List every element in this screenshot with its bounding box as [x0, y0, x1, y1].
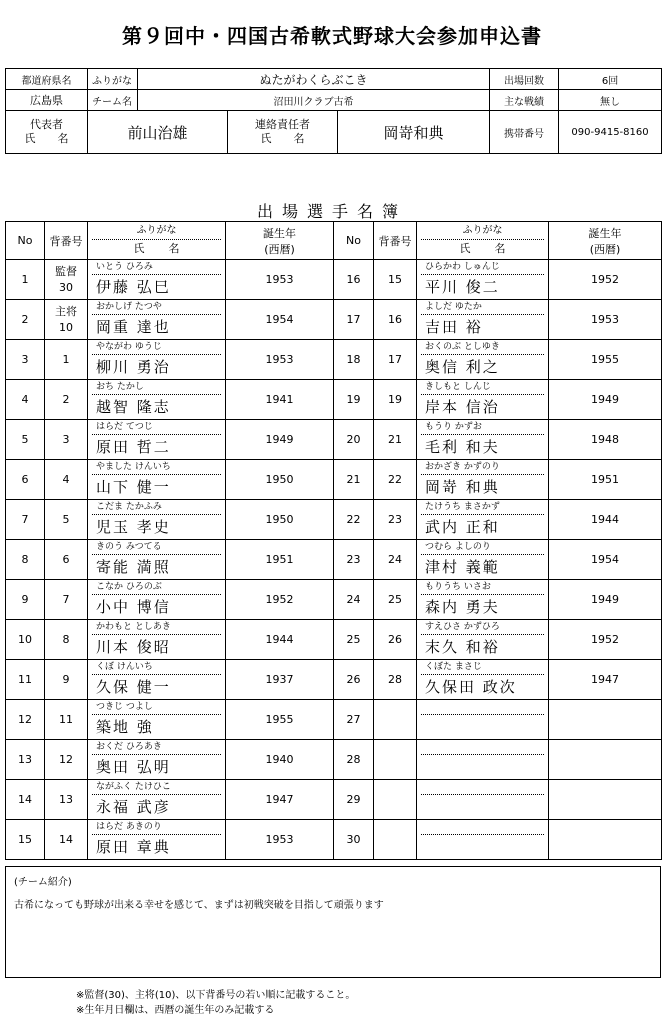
notes	[76, 988, 355, 1018]
player-no: 13	[6, 740, 45, 780]
player-uniform-number: 30	[59, 280, 73, 294]
player-name: 久保 健一	[96, 677, 171, 696]
col-name-label: 氏名	[459, 242, 530, 255]
player-name-cell	[417, 340, 549, 380]
player-name: 柳川 勇治	[96, 357, 171, 376]
record-label: 主な戦績	[490, 90, 559, 111]
player-birth-year	[549, 780, 662, 820]
player-name-cell	[88, 260, 226, 300]
player-name	[421, 755, 544, 779]
player-no: 28	[334, 740, 374, 780]
player-uniform-number: 13	[59, 792, 73, 806]
player-birth-year: 1952	[549, 620, 662, 660]
player-kana: つむら よしのり	[421, 541, 544, 555]
player-name-cell	[88, 380, 226, 420]
player-uniform: 15	[374, 260, 417, 300]
player-uniform	[45, 540, 88, 580]
player-no: 17	[334, 300, 374, 340]
player-name-cell	[417, 540, 549, 580]
player-name: 岸本 信治	[425, 397, 500, 416]
col-no: No	[334, 222, 374, 260]
player-uniform	[374, 780, 417, 820]
player-name: 末久 和裕	[425, 637, 500, 656]
player-no: 27	[334, 700, 374, 740]
player-name-cell	[88, 820, 226, 860]
player-kana: きしもと しんじ	[421, 381, 544, 395]
player-uniform-number: 6	[62, 552, 70, 566]
player-birth-year	[549, 700, 662, 740]
player-uniform-number: 1	[62, 352, 70, 366]
player-no: 26	[334, 660, 374, 700]
table-row	[6, 580, 662, 620]
player-name: 岡嵜 和典	[425, 477, 500, 496]
player-no: 15	[6, 820, 45, 860]
representative-name: 前山治雄	[88, 111, 228, 154]
phone-value: 090-9415-8160	[559, 111, 662, 154]
player-name: 小中 博信	[96, 597, 171, 616]
player-uniform-number: 7	[62, 592, 70, 606]
player-kana: よしだ ゆたか	[421, 301, 544, 315]
player-uniform: 21	[374, 420, 417, 460]
contact-label-top: 連絡責任者	[255, 118, 310, 131]
player-kana	[421, 741, 544, 755]
player-no: 4	[6, 380, 45, 420]
contact-label-bottom: 氏 名	[260, 132, 305, 145]
player-no: 12	[6, 700, 45, 740]
player-uniform	[45, 460, 88, 500]
player-name: 伊藤 弘巳	[96, 277, 171, 296]
player-no: 9	[6, 580, 45, 620]
player-kana: やました けんいち	[92, 461, 221, 475]
table-row	[6, 740, 662, 780]
player-kana: もりうち いさお	[421, 581, 544, 595]
player-birth-year: 1944	[226, 620, 334, 660]
player-uniform-number: 12	[59, 752, 73, 766]
contact-label	[228, 111, 338, 154]
table-row	[6, 540, 662, 580]
player-name-cell	[417, 700, 549, 740]
representative-label	[6, 111, 88, 154]
col-name	[417, 222, 549, 260]
representative-label-top: 代表者	[30, 118, 63, 131]
col-uniform: 背番号	[374, 222, 417, 260]
player-name: 毛利 和夫	[425, 437, 500, 456]
table-row	[6, 620, 662, 660]
col-name-label: 氏名	[133, 242, 204, 255]
record-value: 無し	[559, 90, 662, 111]
player-birth-year: 1948	[549, 420, 662, 460]
player-name: 寄能 満照	[96, 557, 171, 576]
player-name-cell	[88, 460, 226, 500]
table-row	[6, 660, 662, 700]
col-birth	[549, 222, 662, 260]
player-uniform	[45, 620, 88, 660]
player-no: 6	[6, 460, 45, 500]
player-birth-year: 1940	[226, 740, 334, 780]
player-no: 30	[334, 820, 374, 860]
player-name-cell	[417, 260, 549, 300]
player-birth-year: 1953	[226, 820, 334, 860]
player-birth-year: 1953	[226, 340, 334, 380]
player-name-cell	[417, 580, 549, 620]
player-name-cell	[88, 780, 226, 820]
player-name: 築地 強	[96, 717, 154, 736]
table-row	[6, 340, 662, 380]
player-name: 永福 武彦	[96, 797, 171, 816]
player-name: 岡重 達也	[96, 317, 171, 336]
player-no: 25	[334, 620, 374, 660]
player-birth-year: 1950	[226, 500, 334, 540]
player-kana: たけうち まさかず	[421, 501, 544, 515]
player-birth-year	[549, 740, 662, 780]
player-name: 原田 章典	[96, 837, 171, 856]
player-uniform-number: 3	[62, 432, 70, 446]
col-birth-era: (西暦)	[589, 242, 621, 256]
player-kana: すえひさ かずひろ	[421, 621, 544, 635]
col-uniform: 背番号	[45, 222, 88, 260]
player-name: 平川 俊二	[425, 277, 500, 296]
player-name: 越智 隆志	[96, 397, 171, 416]
pref-value: 広島県	[6, 90, 88, 111]
player-birth-year: 1941	[226, 380, 334, 420]
player-uniform	[45, 820, 88, 860]
player-uniform: 24	[374, 540, 417, 580]
col-kana-label: ふりがな	[92, 223, 221, 240]
team-kana: ぬたがわくらぶこき	[138, 69, 490, 90]
player-kana: くぼた まさじ	[421, 661, 544, 675]
player-no: 11	[6, 660, 45, 700]
player-no: 21	[334, 460, 374, 500]
player-kana	[421, 701, 544, 715]
player-birth-year: 1955	[226, 700, 334, 740]
player-name-cell	[88, 540, 226, 580]
note-line: ※監督(30)、主将(10)、以下背番号の若い順に記載すること。	[76, 990, 356, 1001]
player-name-cell	[88, 740, 226, 780]
player-name-cell	[417, 780, 549, 820]
player-birth-year: 1949	[549, 380, 662, 420]
player-birth-year: 1937	[226, 660, 334, 700]
player-kana: はらだ てつじ	[92, 421, 221, 435]
player-birth-year: 1952	[226, 580, 334, 620]
col-kana-label: ふりがな	[421, 223, 544, 240]
team-intro-text: 古希になっても野球が出来る幸せを感じて、まずは初戦突破を目指して頑張ります	[14, 900, 384, 911]
player-name-cell	[417, 500, 549, 540]
pref-label: 都道府県名	[6, 69, 88, 90]
player-kana: つきじ つよし	[92, 701, 221, 715]
player-uniform: 28	[374, 660, 417, 700]
player-name: 原田 哲二	[96, 437, 171, 456]
player-birth-year	[549, 820, 662, 860]
player-birth-year: 1952	[549, 260, 662, 300]
player-kana	[421, 821, 544, 835]
player-no: 18	[334, 340, 374, 380]
player-name: 森内 勇夫	[425, 597, 500, 616]
player-uniform	[374, 700, 417, 740]
player-name	[421, 795, 544, 819]
player-name-cell	[417, 740, 549, 780]
player-kana: はらだ あきのり	[92, 821, 221, 835]
player-birth-year: 1951	[549, 460, 662, 500]
player-name: 奥田 弘明	[96, 757, 171, 776]
player-kana: おかざき かずのり	[421, 461, 544, 475]
player-kana	[421, 781, 544, 795]
player-no: 2	[6, 300, 45, 340]
player-kana: おくだ ひろあき	[92, 741, 221, 755]
player-uniform-number: 14	[59, 832, 73, 846]
player-name: 久保田 政次	[425, 677, 517, 696]
player-uniform-number: 4	[62, 472, 70, 486]
player-kana: かわもと としあき	[92, 621, 221, 635]
player-uniform	[45, 340, 88, 380]
player-name-cell	[88, 420, 226, 460]
player-no: 16	[334, 260, 374, 300]
player-birth-year: 1951	[226, 540, 334, 580]
player-name-cell	[417, 420, 549, 460]
player-birth-year: 1949	[549, 580, 662, 620]
player-uniform: 26	[374, 620, 417, 660]
table-row	[6, 260, 662, 300]
player-name: 川本 俊昭	[96, 637, 171, 656]
table-row	[6, 780, 662, 820]
player-kana: おかしげ たつや	[92, 301, 221, 315]
player-name-cell	[417, 460, 549, 500]
player-kana: こなか ひろのぶ	[92, 581, 221, 595]
team-name: 沼田川クラブ古希	[138, 90, 490, 111]
table-row	[6, 420, 662, 460]
col-birth-label: 誕生年	[588, 226, 622, 240]
appearances-label: 出場回数	[490, 69, 559, 90]
player-uniform	[45, 700, 88, 740]
player-name-cell	[88, 580, 226, 620]
player-uniform: 16	[374, 300, 417, 340]
player-birth-year: 1947	[226, 780, 334, 820]
player-kana: もうり かずお	[421, 421, 544, 435]
player-birth-year: 1954	[226, 300, 334, 340]
note-line: ※生年月日欄は、西暦の誕生年のみ記載する	[76, 1005, 275, 1016]
player-kana: こだま たかふみ	[92, 501, 221, 515]
table-row	[6, 300, 662, 340]
team-intro-box	[5, 866, 661, 978]
player-no: 3	[6, 340, 45, 380]
player-no: 10	[6, 620, 45, 660]
player-no: 22	[334, 500, 374, 540]
player-uniform	[45, 780, 88, 820]
col-birth	[226, 222, 334, 260]
team-label: チーム名	[88, 90, 138, 111]
col-birth-label: 誕生年	[263, 226, 296, 240]
player-name-cell	[88, 660, 226, 700]
player-name-cell	[417, 820, 549, 860]
table-row	[6, 500, 662, 540]
player-birth-year: 1950	[226, 460, 334, 500]
team-intro-heading: (チーム紹介)	[14, 877, 72, 888]
player-kana: ながふく たけひこ	[92, 781, 221, 795]
player-name-cell	[417, 660, 549, 700]
player-name: 奥信 利之	[425, 357, 500, 376]
roster-table	[5, 221, 662, 860]
player-uniform	[45, 580, 88, 620]
player-birth-year: 1953	[226, 260, 334, 300]
appearances-value: 6回	[559, 69, 662, 90]
player-uniform: 25	[374, 580, 417, 620]
col-name	[88, 222, 226, 260]
player-uniform: 19	[374, 380, 417, 420]
table-row	[6, 700, 662, 740]
table-row	[6, 820, 662, 860]
player-uniform	[45, 300, 88, 340]
player-birth-year: 1954	[549, 540, 662, 580]
player-no: 1	[6, 260, 45, 300]
player-no: 7	[6, 500, 45, 540]
player-name-cell	[88, 300, 226, 340]
col-birth-era: (西暦)	[264, 242, 295, 256]
player-name: 吉田 裕	[425, 317, 483, 336]
player-uniform	[45, 500, 88, 540]
player-kana: ひらかわ しゅんじ	[421, 261, 544, 275]
player-name: 山下 健一	[96, 477, 171, 496]
player-uniform: 22	[374, 460, 417, 500]
player-uniform: 17	[374, 340, 417, 380]
player-uniform: 23	[374, 500, 417, 540]
player-name: 児玉 孝史	[96, 517, 171, 536]
player-no: 24	[334, 580, 374, 620]
col-no: No	[6, 222, 45, 260]
player-kana: くぼ けんいち	[92, 661, 221, 675]
player-uniform-number: 11	[59, 712, 73, 726]
player-kana: やながわ ゆうじ	[92, 341, 221, 355]
roster-header-row	[6, 222, 662, 260]
player-uniform	[45, 380, 88, 420]
player-name	[421, 835, 544, 859]
player-birth-year: 1944	[549, 500, 662, 540]
player-uniform-number: 5	[62, 512, 70, 526]
table-row	[6, 460, 662, 500]
table-row	[6, 380, 662, 420]
player-birth-year: 1953	[549, 300, 662, 340]
player-uniform	[45, 740, 88, 780]
player-role: 主将	[55, 304, 77, 318]
player-uniform	[45, 420, 88, 460]
player-name: 津村 義範	[425, 557, 500, 576]
player-birth-year: 1949	[226, 420, 334, 460]
player-no: 19	[334, 380, 374, 420]
furigana-label: ふりがな	[88, 69, 138, 90]
player-kana: おち たかし	[92, 381, 221, 395]
player-uniform-number: 2	[62, 392, 70, 406]
player-name-cell	[417, 620, 549, 660]
player-name-cell	[88, 620, 226, 660]
contact-name: 岡嵜和典	[338, 111, 490, 154]
player-uniform	[374, 740, 417, 780]
player-no: 8	[6, 540, 45, 580]
player-name-cell	[417, 380, 549, 420]
player-kana: おくのぶ としゆき	[421, 341, 544, 355]
player-uniform	[45, 660, 88, 700]
player-kana: きのう みつてる	[92, 541, 221, 555]
player-birth-year: 1955	[549, 340, 662, 380]
page-title: 第９回中・四国古希軟式野球大会参加申込書	[122, 24, 542, 48]
player-uniform-number: 8	[62, 632, 70, 646]
roster-title: 出場選手名簿	[256, 202, 407, 221]
player-name-cell	[88, 340, 226, 380]
player-uniform-number: 9	[62, 672, 70, 686]
player-name-cell	[417, 300, 549, 340]
player-uniform	[45, 260, 88, 300]
player-kana: いとう ひろみ	[92, 261, 221, 275]
player-uniform	[374, 820, 417, 860]
representative-label-bottom: 氏 名	[24, 132, 69, 145]
player-no: 29	[334, 780, 374, 820]
player-name: 武内 正和	[425, 517, 500, 536]
player-no: 5	[6, 420, 45, 460]
player-birth-year: 1947	[549, 660, 662, 700]
phone-label: 携帯番号	[490, 111, 559, 154]
player-name-cell	[88, 700, 226, 740]
player-uniform-number: 10	[59, 320, 73, 334]
player-role: 監督	[55, 264, 77, 278]
player-name-cell	[88, 500, 226, 540]
player-no: 23	[334, 540, 374, 580]
player-name	[421, 715, 544, 739]
player-no: 20	[334, 420, 374, 460]
team-info-table	[5, 68, 662, 154]
player-no: 14	[6, 780, 45, 820]
